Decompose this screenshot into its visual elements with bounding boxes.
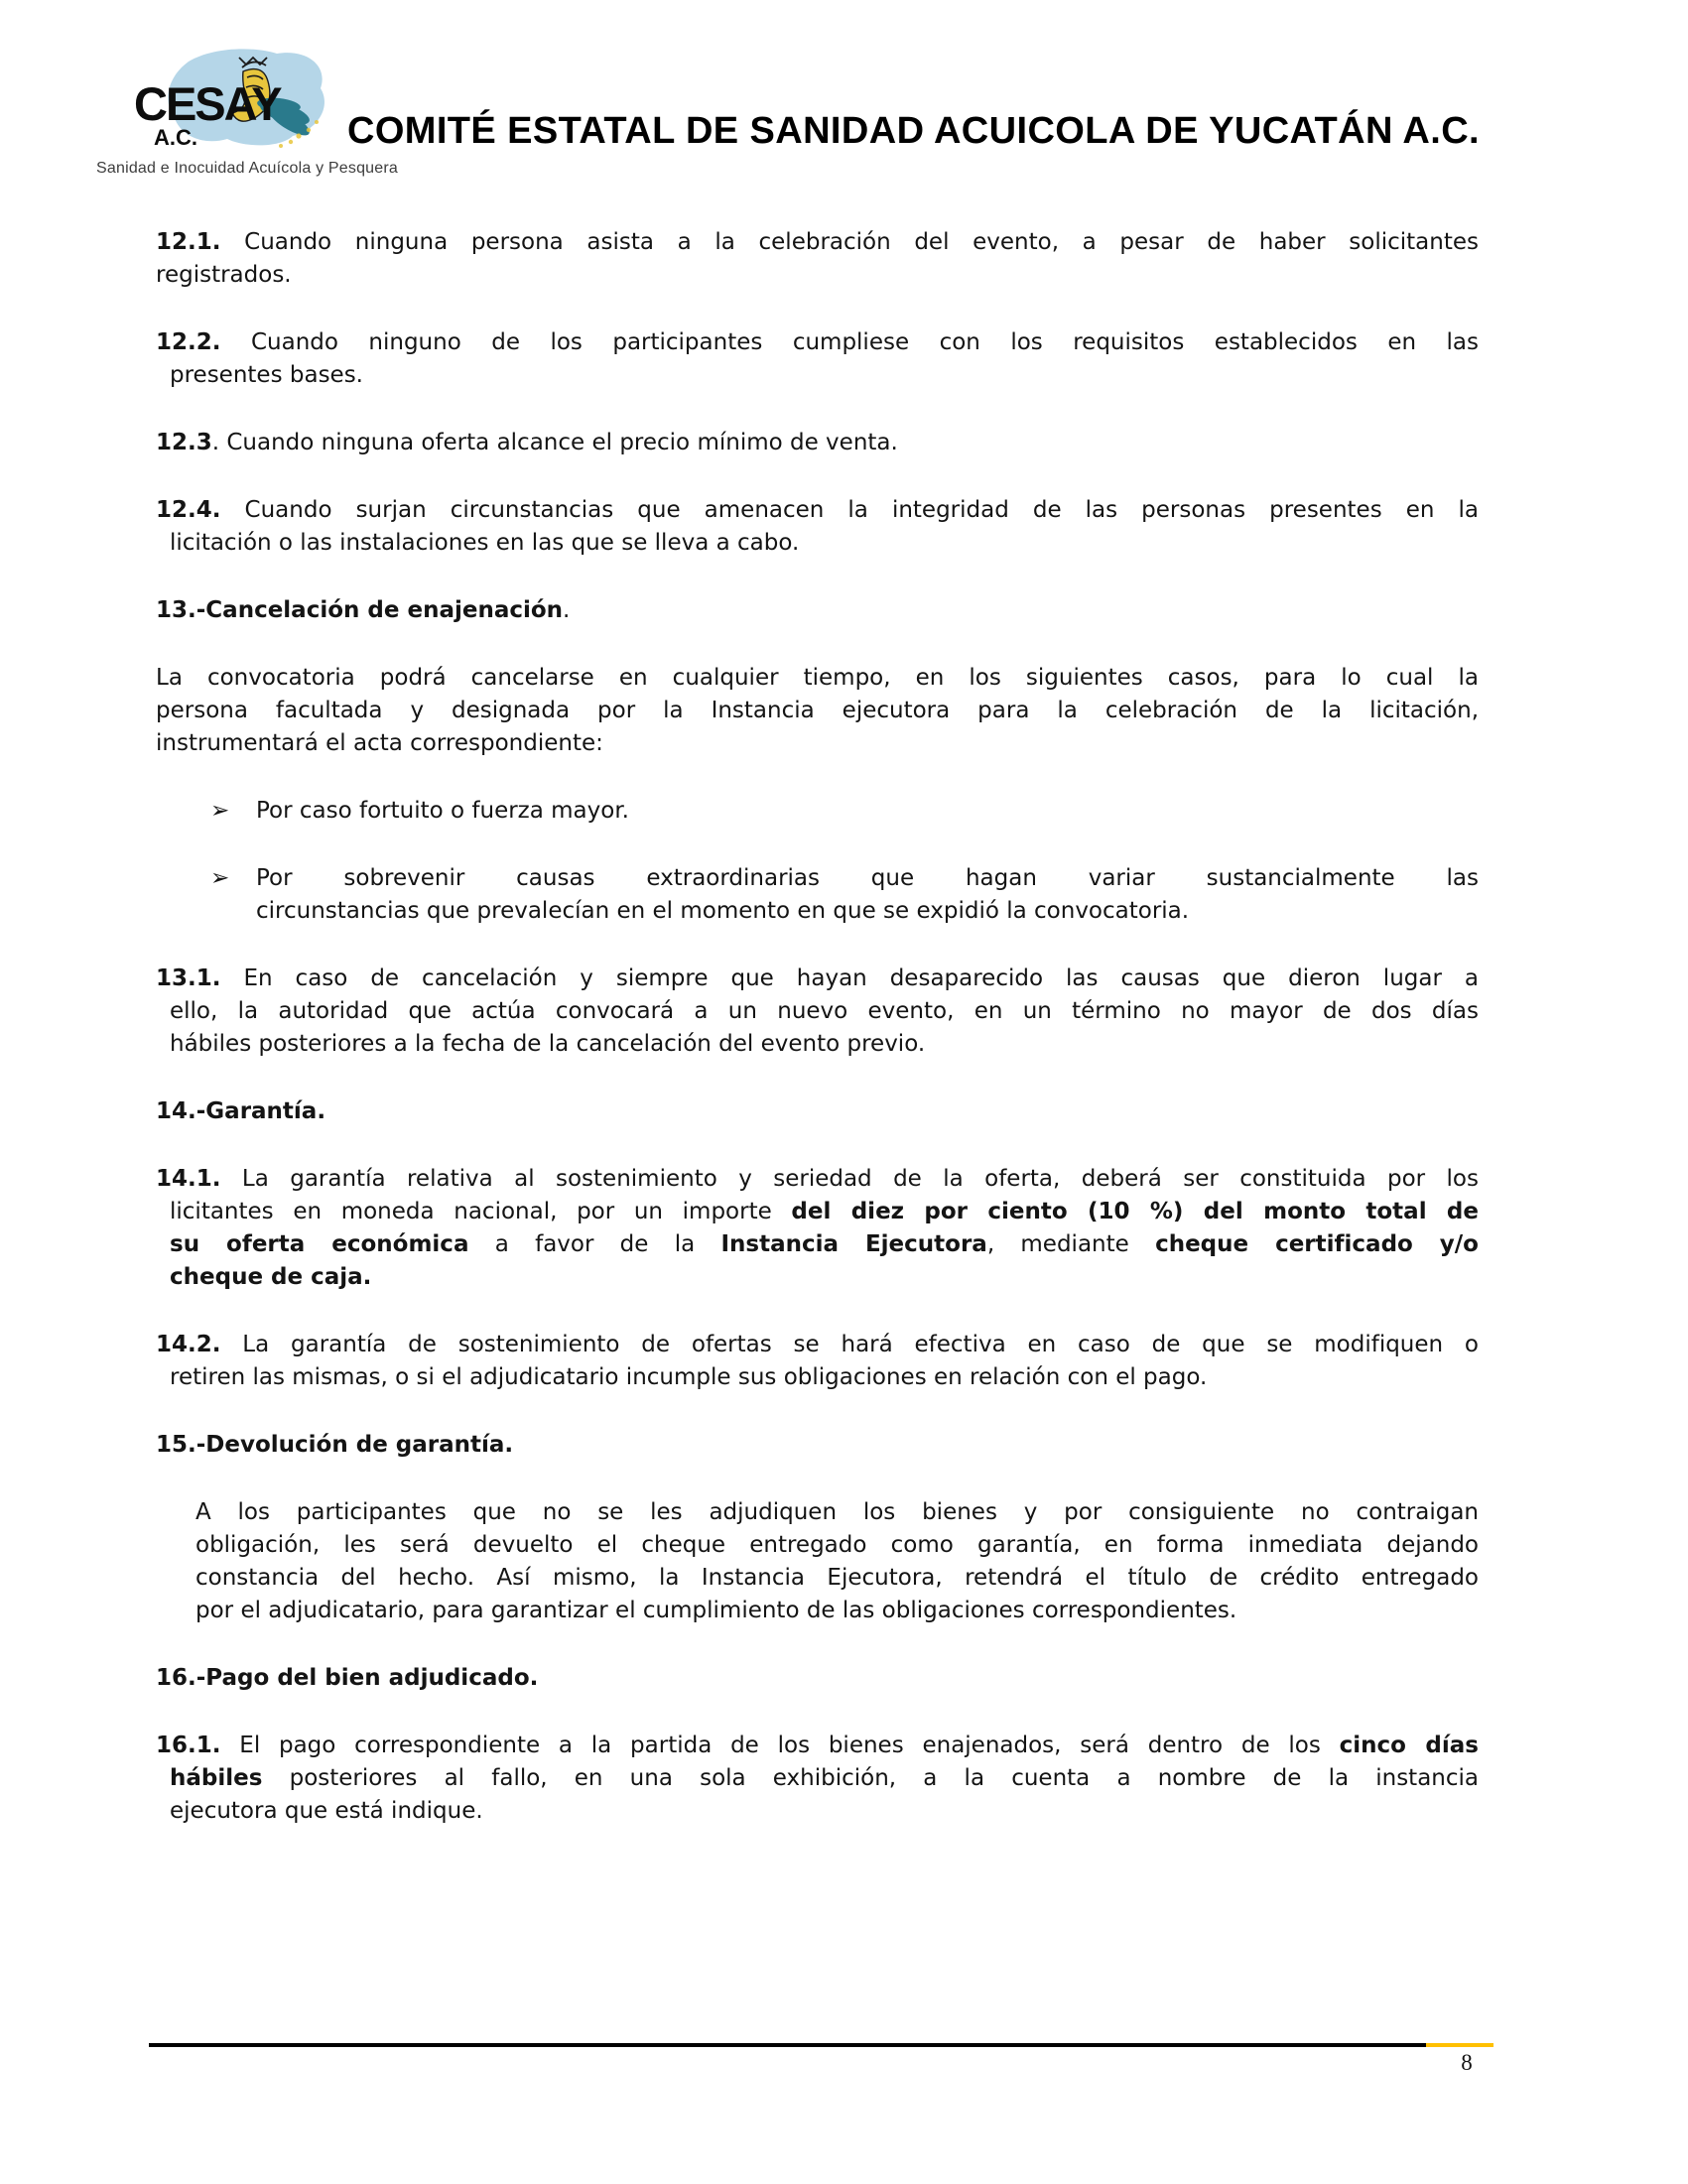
document-title: COMITÉ ESTATAL DE SANIDAD ACUICOLA DE YUCATÁN A.C. <box>347 110 1480 153</box>
paragraph: 13.1. En caso de cancelación y siempre que hayan desaparecido las causas que dieron lugar a ello, la autoridad que actúa convocará a un nuevo evento, en un término no mayor de dos días hábiles posteriores a la fecha de la cancelación del evento previo. <box>156 965 1479 1057</box>
footer-rule-accent <box>1426 2043 1493 2047</box>
section-heading: 15.-Devolución de garantía. <box>156 1432 514 1458</box>
section-heading: 16.-Pago del bien adjudicado. <box>156 1665 539 1691</box>
paragraph: 12.4. Cuando surjan circunstancias que amenacen la integridad de las personas presentes en la licitación o las instalaciones en las que se lleva a cabo. <box>156 497 1479 556</box>
paragraph: 14.2. La garantía de sostenimiento de ofertas se hará efectiva en caso de que se modifiquen o retiren las mismas, o si el adjudicatario incumple sus obligaciones en relación con el pago. <box>156 1332 1479 1390</box>
paragraph: 12.2. Cuando ninguno de los participantes cumpliese con los requisitos establecidos en las presentes bases. <box>156 329 1479 388</box>
logo-tagline: Sanidad e Inocuidad Acuícola y Pesquera <box>96 160 399 177</box>
cesay-logo <box>94 44 354 163</box>
bullet-item: ➢ Por caso fortuito o fuerza mayor. <box>156 795 1479 828</box>
bullet-item: ➢ Por sobrevenir causas extraordinarias que hagan variar sustancialmente las circunstancias que prevalecían en el momento en que se expidió la convocatoria. <box>156 862 1479 928</box>
section-heading: 13.-Cancelación de enajenación. <box>156 597 571 623</box>
page-number: 8 <box>1461 2050 1473 2075</box>
paragraph: A los participantes que no se les adjudiquen los bienes y por consiguiente no contraigan obligación, les será devuelto el cheque entregado como garantía, en forma inmediata dejando constancia del hecho. Así mismo, la Instancia Ejecutora, retendrá el título de crédito entregado por el adjudicatario, para garantizar el cumplimiento de las obligaciones correspondientes. <box>195 1499 1479 1623</box>
bullet-arrow-icon: ➢ <box>210 798 230 824</box>
paragraph: 14.1. La garantía relativa al sostenimiento y seriedad de la oferta, deberá ser constituida por los licitantes en moneda nacional, por un importe del diez por ciento (10 %) del monto total de su oferta económica a favor de la Instancia Ejecutora, mediante cheque certificado y/o cheque de caja. <box>156 1166 1479 1290</box>
document-body <box>156 226 1479 1863</box>
logo-suffix: A.C. <box>154 125 197 150</box>
paragraph: 12.1. Cuando ninguna persona asista a la celebración del evento, a pesar de haber solicitantes registrados. <box>156 229 1479 288</box>
paragraph: La convocatoria podrá cancelarse en cualquier tiempo, en los siguientes casos, para lo cual la persona facultada y designada por la Instancia ejecutora para la celebración de la licitación, instrumentará el acta correspondiente: <box>156 665 1479 756</box>
paragraph: 16.1. El pago correspondiente a la partida de los bienes enajenados, será dentro de los cinco días hábiles posteriores al fallo, en una sola exhibición, a la cuenta a nombre de la instancia ejecutora que está indique. <box>156 1733 1479 1824</box>
bullet-arrow-icon: ➢ <box>210 865 230 891</box>
cesay-logo-graphic <box>94 44 354 163</box>
paragraph: 12.3. Cuando ninguna oferta alcance el precio mínimo de venta. <box>156 430 898 455</box>
section-heading: 14.-Garantía. <box>156 1098 326 1124</box>
footer-rule <box>149 2043 1426 2047</box>
logo-acronym: CESAY <box>134 77 281 130</box>
